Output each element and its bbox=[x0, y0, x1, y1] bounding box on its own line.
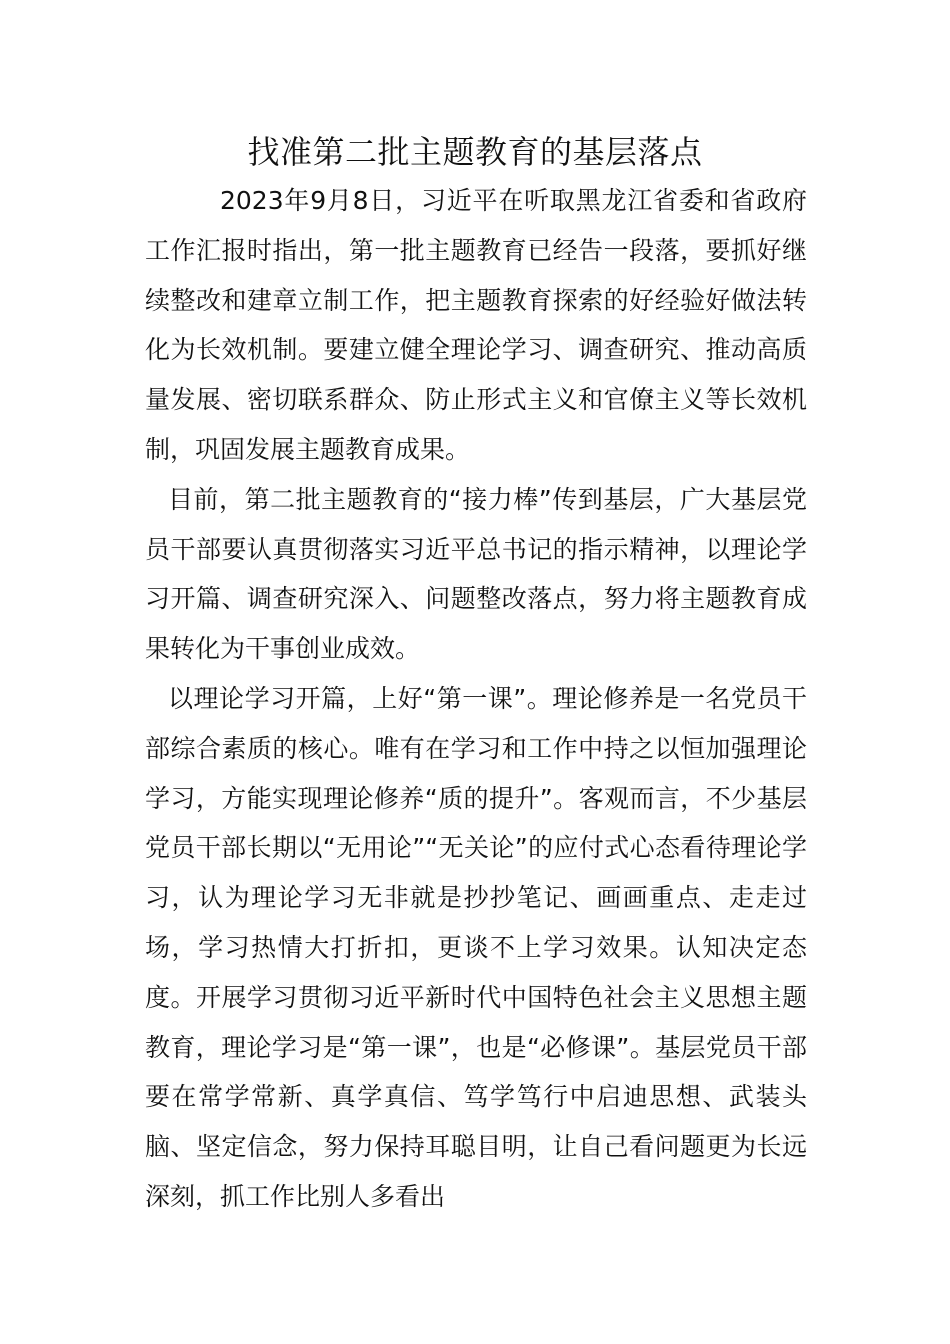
document-body bbox=[145, 176, 807, 1222]
paragraph-2: 目前，第二批主题教育的“接力棒”传到基层，广大基层党员干部要认真贯彻落实习近平总书记的指示精神，以理论学习开篇、调查研究深入、问题整改落点，努力将主题教育成果转化为干事创业成效。 bbox=[145, 484, 807, 664]
paragraph-3: 以理论学习开篇，上好“第一课”。理论修养是一名党员干部综合素质的核心。唯有在学习和工作中持之以恒加强理论学习，方能实现理论修养“质的提升”。客观而言，不少基层党员干部长期以“无用论”“无关论”的应付式心态看待理论学习，认为理论学习无非就是抄抄笔记、画画重点、走走过场，学习热情大打折扣，更谈不上学习效果。认知决定态度。开展学习贯彻习近平新时代中国特色社会主义思想主题教育，理论学习是“第一课”，也是“必修课”。基层党员干部要在常学常新、真学真信、笃学笃行中启迪思想、武装头脑、坚定信念，努力保持耳聪目明，让自己看问题更为长远深刻，抓工作比别人多看出 bbox=[145, 683, 807, 1211]
document-title: 找准第二批主题教育的基层落点 bbox=[247, 133, 703, 171]
paragraph-1: 2023年9月8日，习近平在听取黑龙江省委和省政府工作汇报时指出，第一批主题教育已经告一段落，要抓好继续整改和建章立制工作，把主题教育探索的好经验好做法转化为长效机制。要建立健全理论学习、调查研究、推动高质量发展、密切联系群众、防止形式主义和官僚主义等长效机制，巩固发展主题教育成果。 bbox=[145, 186, 807, 464]
